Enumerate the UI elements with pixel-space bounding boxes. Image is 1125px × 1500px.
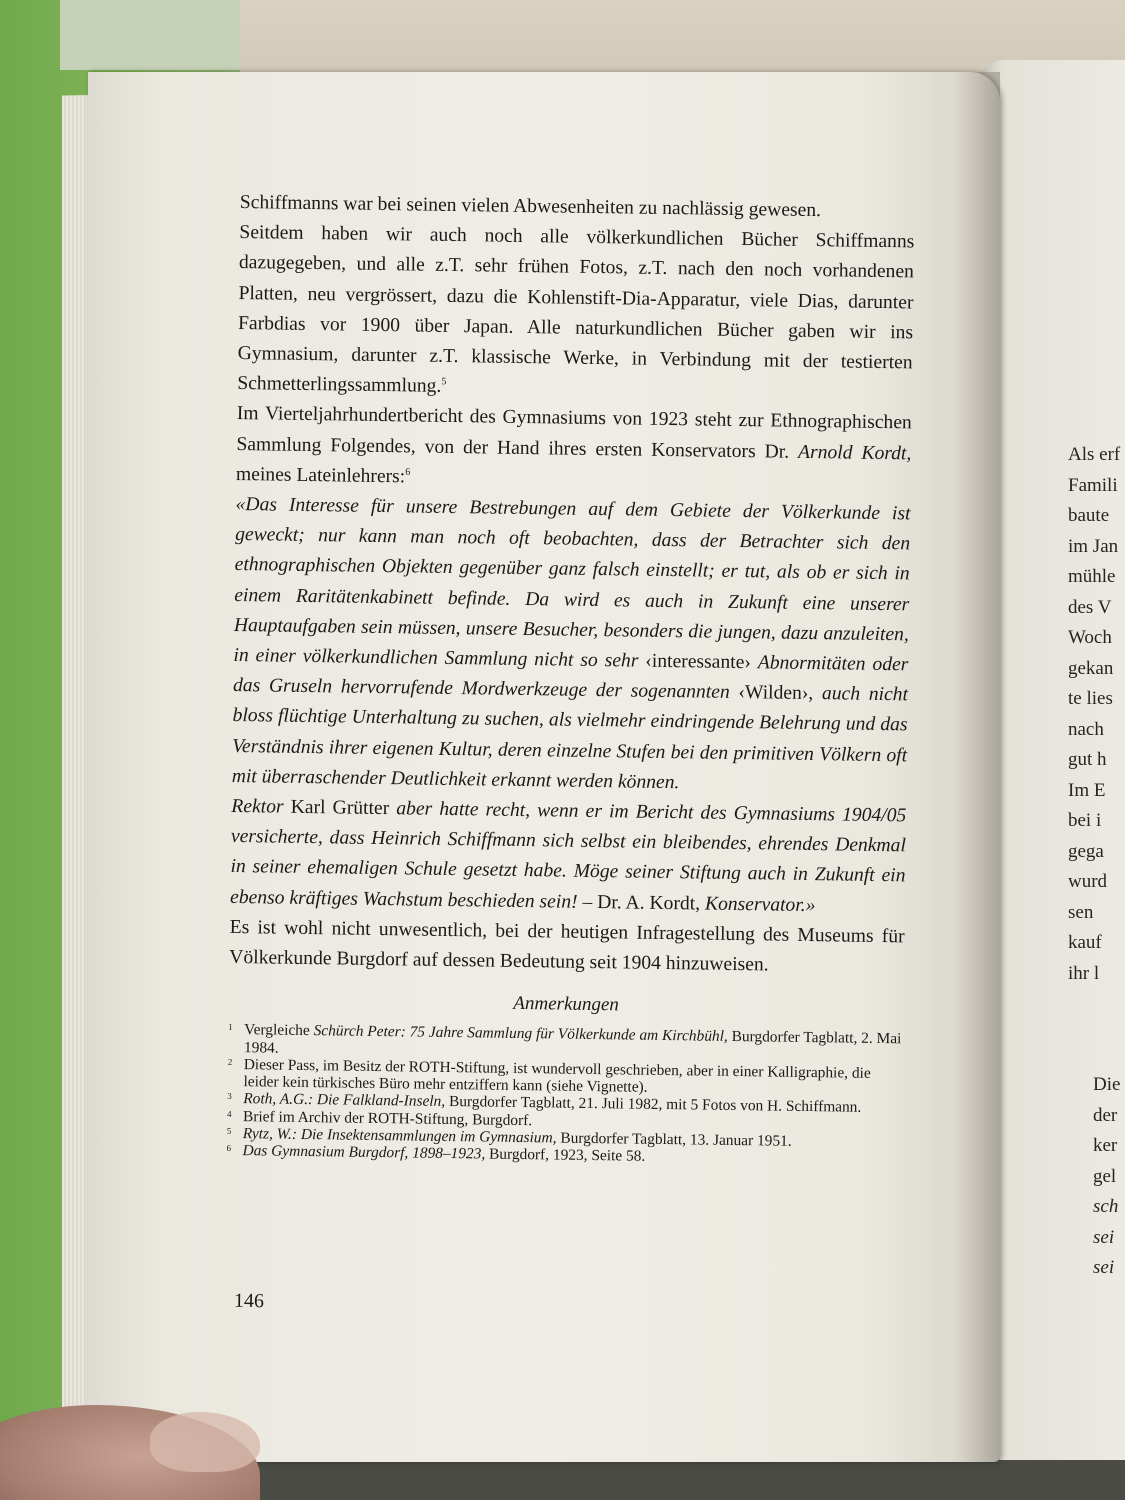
facing-line: Im E	[1068, 779, 1106, 801]
footnote-number: 3	[227, 1091, 232, 1102]
facing-line: nach	[1068, 718, 1104, 740]
notes-heading: Anmerkungen	[513, 993, 620, 1016]
footnote-text: Brief im Archiv der ROTH-Stiftung, Burgdorf.	[242, 1107, 533, 1129]
paragraph-text: Im Vierteljahrhundertbericht des Gymnasiums von 1923 steht zur Ethnographischen Sammlung Folgendes, von der Hand ihres ersten Konservators Dr.	[236, 403, 912, 463]
facing-line: gut h	[1068, 749, 1107, 770]
facing-line: gel	[1093, 1165, 1117, 1187]
facing-line: des V	[1068, 596, 1112, 618]
quote-paragraph	[230, 792, 907, 922]
facing-line: gekan	[1068, 657, 1114, 679]
facing-line: ihr l	[1068, 962, 1100, 984]
facing-line: sch	[1093, 1196, 1119, 1217]
footnote-number: 4	[227, 1108, 232, 1119]
facing-line: Die	[1093, 1074, 1121, 1095]
facing-line: Als erf	[1068, 444, 1121, 465]
quote-text: Abnormitäten oder das Gruseln hervorrufende Mordwerkzeuge der sogenannten	[232, 652, 909, 704]
facing-line: te lies	[1068, 688, 1113, 709]
facing-line: Famili	[1068, 474, 1118, 496]
footnote-text: Das Gymnasium Burgdorf, 1898–1923,	[242, 1142, 486, 1163]
paragraph-text: meines Lateinlehrers:	[235, 463, 406, 488]
footnote-text: Roth, A.G.: Die Falkland-Inseln,	[243, 1090, 446, 1111]
footnote-number: 6	[226, 1142, 232, 1153]
paragraph: Schiffmanns war bei seinen vielen Abwesenheiten zu nachlässig gewesen.	[239, 191, 822, 222]
quote-text: aber hatte recht, wenn er im Bericht des Gymnasiums 1904/05 versicherte, dass Heinrich Schiffmann sich selbst ein bleibendes, ehrendes Denkmal in seiner ehemaligen Schule gesetzt habe. Möge seiner Stiftung auch in Zukunft ein ebenso kräftiges Wachstum beschieden sein! –	[229, 798, 907, 913]
footnote-number: 1	[228, 1022, 233, 1033]
page-number: 146	[233, 1289, 265, 1313]
footnote-text: Burgdorfer Tagblatt, 13. Januar 1951.	[560, 1129, 792, 1150]
facing-line: sei	[1093, 1257, 1115, 1278]
facing-line: wurd	[1068, 871, 1108, 892]
facing-line: im Jan	[1068, 535, 1119, 557]
quote-text: Rektor	[231, 796, 284, 818]
folder-tab	[60, 0, 250, 70]
paragraph	[236, 399, 912, 499]
footnote-ref: 6	[405, 466, 411, 478]
facing-line: gega	[1068, 840, 1104, 862]
facing-line: sei	[1093, 1226, 1115, 1248]
paragraph	[237, 218, 914, 409]
footnote-text: Vergleiche	[244, 1021, 310, 1040]
footnote-text: Burgdorfer Tagblatt, 21. Juli 1982, mit 5 Fotos von H. Schiffmann.	[448, 1093, 862, 1117]
facing-line: baute	[1068, 505, 1110, 526]
facing-line: kauf	[1068, 932, 1102, 953]
facing-line: Woch	[1068, 627, 1112, 648]
facing-page-text-lower	[1093, 1070, 1125, 1284]
quote-text: Karl Grütter	[290, 796, 390, 820]
footnotes-list	[226, 1021, 903, 1168]
book-gutter	[955, 72, 1000, 1462]
facing-line: sen	[1068, 901, 1094, 923]
quote-text: Dr. A. Kordt,	[597, 891, 701, 915]
footnote-text: Dieser Pass, im Besitz der ROTH-Stiftung, ist wundervoll geschrieben, aber in einer Kalligraphie, die leider kein türkisches Büro mehr entziffern kann (siehe Vignette).	[243, 1056, 871, 1096]
footnote-text: Burgdorfer Tagblatt, 2. Mai 1984.	[243, 1028, 902, 1057]
facing-line: ker	[1093, 1135, 1118, 1156]
quote-text: «Das Interesse für unsere Bestrebungen auf dem Gebiete der Völkerkunde ist geweckt; nur kann man noch oft beobachten, dass der Betrachter sich den ethnographischen Objekten gegenüber ganz falsch einstellt; er tut, als ob er sich in einem Raritätenkabinett befinde. Da wird es auch in Zukunft eine unserer Hauptaufgaben sein müssen, unsere Besucher, besonders die jungen, dazu anzuleiten, in einer völkerkundlichen Sammlung nicht so sehr	[233, 494, 911, 672]
author-name: Arnold Kordt,	[797, 441, 912, 465]
footnote-text: Schürch Peter: 75 Jahre Sammlung für Völkerkunde am Kirchbühl,	[313, 1022, 728, 1046]
quote-text: ‹interessante›	[645, 650, 752, 674]
footnote-text: Rytz, W.: Die Insektensammlungen im Gymnasium,	[242, 1124, 557, 1147]
footnote-number: 5	[226, 1125, 232, 1136]
facing-line: mühle	[1068, 566, 1116, 587]
facing-line: bei i	[1068, 810, 1102, 831]
quote-text: Konservator.»	[704, 893, 816, 916]
footnote-text: Burgdorf, 1923, Seite 58.	[488, 1145, 646, 1165]
page-text-block	[226, 188, 914, 1168]
footnote-ref: 5	[441, 376, 447, 388]
facing-page-text	[1068, 440, 1125, 989]
footnote-number: 2	[227, 1056, 233, 1067]
facing-line: der	[1093, 1104, 1118, 1126]
quote-text: auch nicht bloss flüchtige Unterhaltung zu suchen, als vielmehr eindringende Belehrung und das Verständnis ihrer eigenen Kultur, deren einzelne Stufen bei den primitiven Völkern oft mit überraschender Deutlichkeit erkannt werden können.	[231, 683, 909, 794]
paragraph-text: Seitdem haben wir auch noch alle völkerkundlichen Bücher Schiffmanns dazugegeben, und alle z.T. sehr frühen Fotos, z.T. nach den noch vorhandenen Platten, neu vergrössert, dazu die Kohlenstift-Dia-Apparatur, viele Dias, darunter Farbdias vor 1900 über Japan. Alle naturkundlichen Bücher gaben wir ins Gymnasium, darunter z.T. klassische Werke, in Verbindung mit der testierten Schmetterlingssammlung.	[237, 222, 915, 398]
paragraph: Es ist wohl nicht unwesentlich, bei der heutigen Infragestellung des Museums für Völkerkunde Burgdorf auf dessen Bedeutung seit 1904 hinzuweisen.	[229, 916, 905, 976]
quote-text: ‹Wilden›,	[738, 682, 814, 705]
quote-paragraph	[232, 490, 911, 801]
